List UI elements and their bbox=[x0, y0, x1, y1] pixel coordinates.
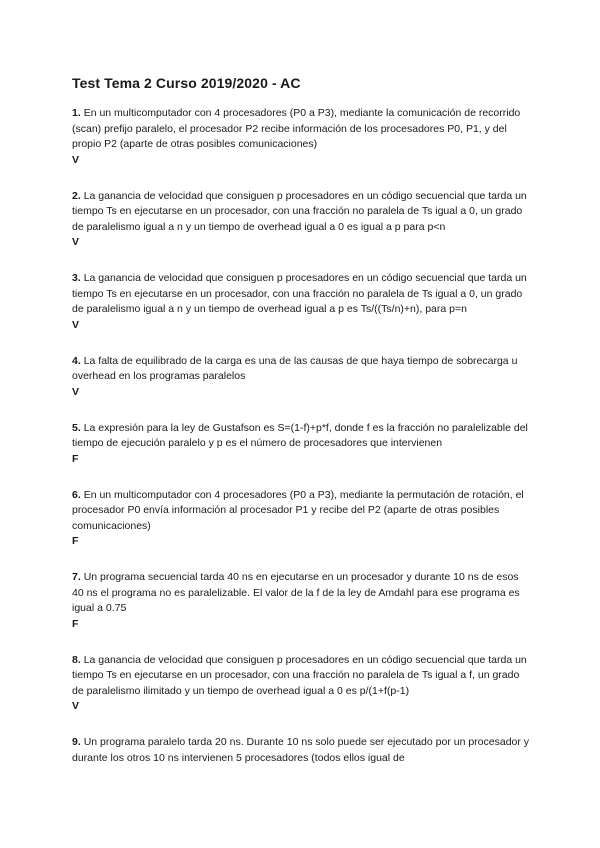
question-answer: V bbox=[72, 318, 80, 331]
question-answer: V bbox=[72, 385, 80, 398]
question-number: 1. bbox=[72, 107, 81, 119]
question-text: La expresión para la ley de Gustafson es S=(1-f)+p*f, donde f es la fracción no paralelizable del tiempo de ejecución paralelo y p es el número de procesadores que intervienen bbox=[72, 421, 528, 449]
question-answer: V bbox=[72, 236, 80, 248]
question-item bbox=[72, 735, 532, 766]
question-list bbox=[72, 106, 532, 787]
question-answer: F bbox=[72, 452, 79, 465]
question-item bbox=[72, 106, 532, 168]
question-text: Un programa paralelo tarda 20 ns. Durante 10 ns solo puede ser ejecutado por un procesador y durante los otros 10 ns intervienen 5 procesadores (todos ellos igual de bbox=[72, 736, 530, 764]
question-number: 9. bbox=[72, 736, 81, 748]
question-number: 2. bbox=[72, 189, 81, 202]
question-answer: V bbox=[72, 153, 80, 166]
question-number: 3. bbox=[72, 272, 81, 284]
question-item bbox=[72, 354, 532, 400]
question-item bbox=[72, 488, 532, 550]
question-answer: F bbox=[72, 617, 79, 630]
question-item bbox=[72, 421, 532, 467]
question-number: 5. bbox=[72, 421, 81, 434]
question-answer: F bbox=[72, 535, 79, 547]
question-number: 6. bbox=[72, 488, 81, 501]
question-item bbox=[72, 189, 532, 251]
question-text: En un multicomputador con 4 procesadores (P0 a P3), mediante la permutación de rotación, el procesador P0 envía información al procesador P1 y recibe del P2 (aparte de otras posibles comunicaciones) bbox=[72, 488, 524, 532]
question-number: 4. bbox=[72, 354, 81, 367]
question-item bbox=[72, 271, 532, 333]
question-text: La falta de equilibrado de la carga es una de las causas de que haya tiempo de sobrecarga u overhead en los programas paralelos bbox=[72, 354, 518, 382]
question-number: 8. bbox=[72, 653, 81, 666]
question-answer: V bbox=[72, 700, 80, 712]
question-text: Un programa secuencial tarda 40 ns en ejecutarse en un procesador y durante 10 ns de esos 40 ns el programa no es paralelizable. El valor de la f de la ley de Amdahl para ese programa es igual a 0.75 bbox=[72, 571, 520, 614]
question-text: En un multicomputador con 4 procesadores (P0 a P3), mediante la comunicación de recorrido (scan) prefijo paralelo, el procesador P2 recibe información de los procesadores P0, P1, y del propio P2 (aparte de otras posibles comunicaciones) bbox=[72, 107, 521, 150]
question-text: La ganancia de velocidad que consiguen p procesadores en un código secuencial que tarda un tiempo Ts en ejecutarse en un procesador, con una fracción no paralela de Ts igual a 0, un grado de paralelismo igual a n y un tiempo de overhead igual a p es Ts/((Ts/n)+n), para p=n bbox=[72, 272, 527, 315]
question-item bbox=[72, 570, 532, 632]
question-number: 7. bbox=[72, 571, 81, 583]
question-text: La ganancia de velocidad que consiguen p procesadores en un código secuencial que tarda un tiempo Ts en ejecutarse en un procesador, con una fracción no paralela de Ts igual a 0, un grado de paralelismo igual a n y un tiempo de overhead igual a 0 es igual a p para p<n bbox=[72, 189, 527, 233]
question-item bbox=[72, 653, 532, 715]
document-title: Test Tema 2 Curso 2019/2020 - AC bbox=[72, 75, 301, 91]
question-text: La ganancia de velocidad que consiguen p procesadores en un código secuencial que tarda un tiempo Ts en ejecutarse en un procesador, con una fracción no paralela de Ts igual a f, un grado de paralelismo ilimitado y un tiempo de overhead igual a 0 es p/(1+f(p-1) bbox=[72, 653, 527, 697]
